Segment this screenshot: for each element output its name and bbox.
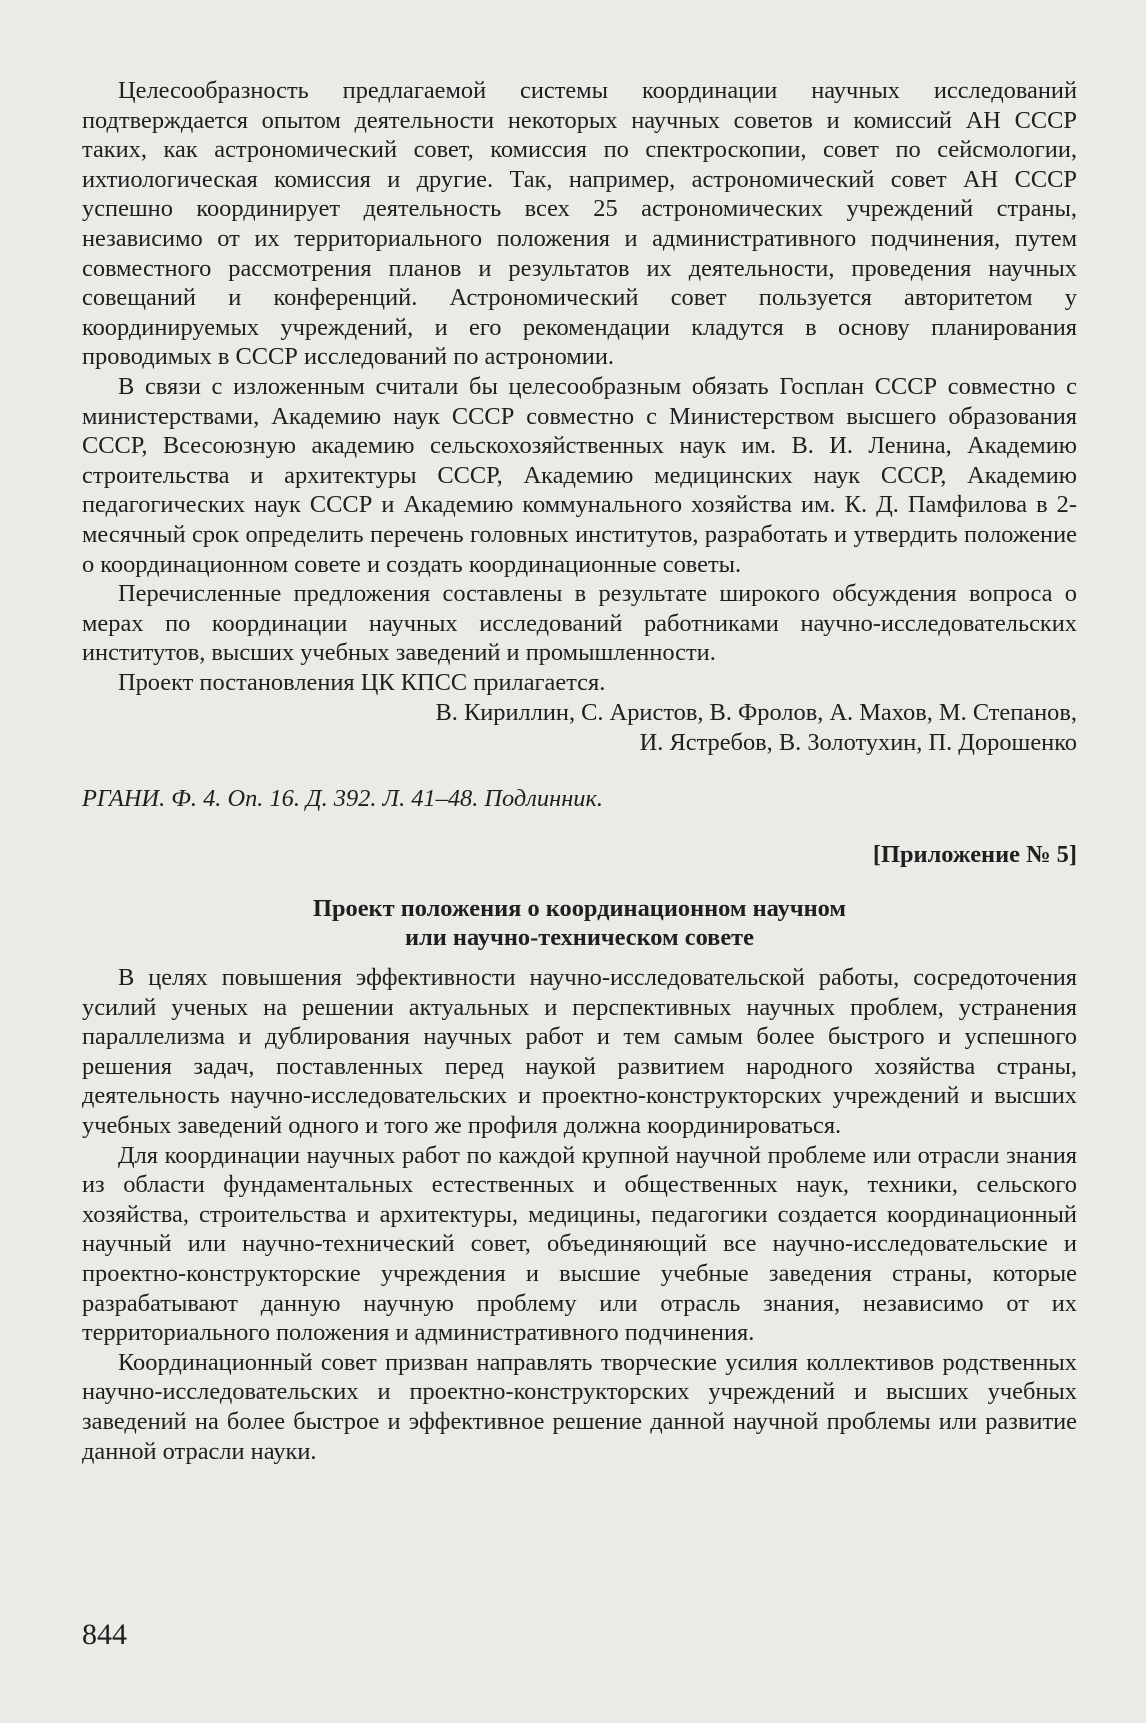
appendix-label: [Приложение № 5]	[872, 841, 1077, 869]
signature-line: В. Кириллин, С. Аристов, В. Фролов, А. Махов, М. Степанов,	[435, 699, 1077, 727]
document-title-line: или научно-техническом совете	[405, 924, 754, 952]
paragraph: В целях повышения эффективности научно-исследовательской работы, сосредоточения усилий ученых на решении актуальных и перспективных научных проблем, устранения параллелизма и дублирования научных работ и тем самым более быстрого и успешного решения задач, поставленных перед наукой развитием народного хозяйства страны, деятельность научно-исследовательских и проектно-конструкторских учреждений и высших учебных заведений одного и того же профиля должна координироваться.	[82, 964, 1077, 1139]
page-number: 844	[82, 1618, 127, 1651]
paragraph: В связи с изложенным считали бы целесообразным обязать Госплан СССР совместно с министерствами, Академию наук СССР совместно с Министерством высшего образования СССР, Всесоюзную академию сельскохозяйственных наук им. В. И. Ленина, Академию строительства и архитектуры СССР, Академию медицинских наук СССР, Академию педагогических наук СССР и Академию коммунального хозяйства им. К. Д. Памфилова в 2-месячный срок определить перечень головных институтов, разработать и утвердить положение о координационном совете и создать координационные советы.	[82, 372, 1077, 578]
document-title	[82, 894, 1077, 953]
paragraph: Для координации научных работ по каждой крупной научной проблеме или отрасли знания из области фундаментальных естественных и общественных наук, техники, сельского хозяйства, строительства и архитектуры, медицины, педагогики создается координационный научный или научно-технический совет, объединяющий все научно-исследовательские и проектно-конструкторские учреждения и высшие учебные заведения страны, которые разрабатывают данную научную проблему или отрасль знания, независимо от их территориального положения и административного подчинения.	[82, 1141, 1077, 1347]
text-column	[82, 76, 1077, 1466]
signature-block	[82, 698, 1077, 757]
paragraph: Проект постановления ЦК КПСС прилагается.	[118, 668, 606, 696]
paragraph: Координационный совет призван направлять творческие усилия коллективов родственных научно-исследовательских и проектно-конструкторских учреждений и высших учебных заведений на более быстрое и эффективное решение данной научной проблемы или развитие данной отрасли науки.	[82, 1348, 1077, 1465]
paragraph: Целесообразность предлагаемой системы координации научных исследований подтверждается опытом деятельности некоторых научных советов и комиссий АН СССР таких, как астрономический совет, комиссия по спектроскопии, совет по сейсмологии, ихтиологическая комиссия и другие. Так, например, астрономический совет АН СССР успешно координирует деятельность всех 25 астрономических учреждений страны, независимо от их территориального положения и административного подчинения, путем совместного рассмотрения планов и результатов их деятельности, проведения научных совещаний и конференций. Астрономический совет пользуется авторитетом у координируемых учреждений, и его рекомендации кладутся в основу планирования проводимых в СССР исследований по астрономии.	[82, 77, 1077, 371]
paragraph: Перечисленные предложения составлены в результате широкого обсуждения вопроса о мерах по координации научных исследований работниками научно-исследовательских институтов, высших учебных заведений и промышленности.	[82, 580, 1077, 667]
archive-source-note: РГАНИ. Ф. 4. Оп. 16. Д. 392. Л. 41–48. Подлинник.	[82, 784, 603, 812]
signature-line: И. Ястребов, В. Золотухин, П. Дорошенко	[639, 729, 1077, 757]
document-title-line: Проект положения о координационном научном	[313, 894, 846, 922]
